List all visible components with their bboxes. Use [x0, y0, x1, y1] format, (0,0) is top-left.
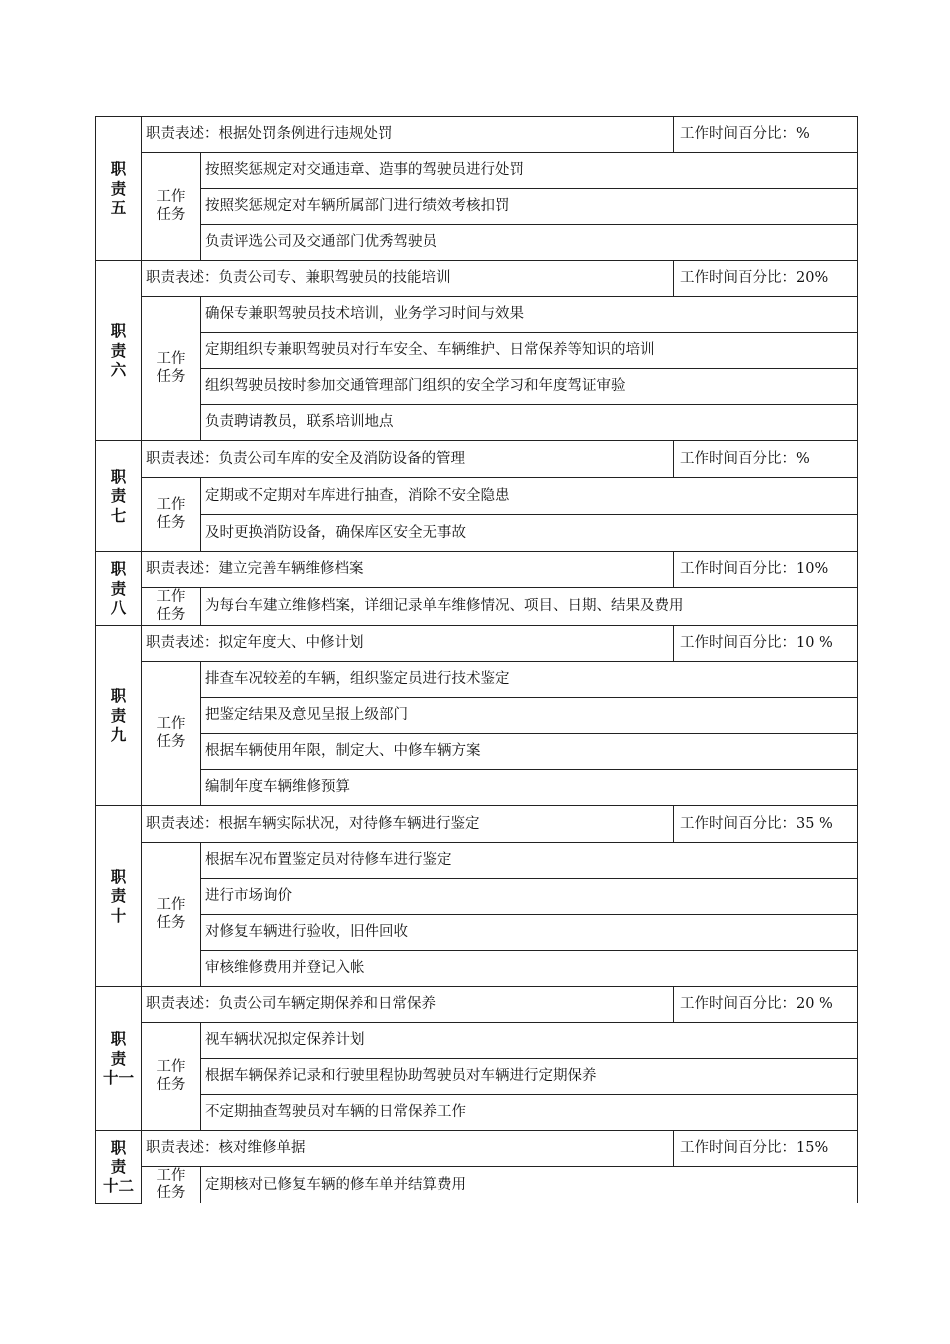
duty-description: 职责表述：根据处罚条例进行违规处罚 [142, 117, 674, 153]
work-task-label-line: 任务 [156, 733, 186, 750]
duty-label-char: 责 [110, 178, 127, 198]
duty-label-char: 职 [110, 1137, 127, 1157]
duty-label [96, 987, 142, 1131]
work-time-percentage: 工作时间百分比：15% [674, 1131, 858, 1167]
task-item: 编制年度车辆维修预算 [201, 770, 858, 806]
task-item: 进行市场询价 [201, 879, 858, 915]
task-row [96, 698, 858, 734]
work-time-percentage: 工作时间百分比：% [674, 441, 858, 478]
task-row [96, 734, 858, 770]
work-task-label-line: 工作 [156, 1167, 186, 1184]
duty-label-char: 责 [110, 486, 127, 506]
work-task-label-line: 任务 [156, 606, 186, 623]
work-task-label [142, 588, 201, 626]
duty-label-char: 责 [110, 886, 127, 906]
task-item: 负责聘请教员，联系培训地点 [201, 405, 858, 441]
task-row [96, 770, 858, 806]
task-row [96, 297, 858, 333]
task-item: 审核维修费用并登记入帐 [201, 951, 858, 987]
task-row [96, 405, 858, 441]
duty-label [96, 626, 142, 806]
task-item: 定期核对已修复车辆的修车单并结算费用 [201, 1167, 858, 1204]
work-time-percentage: 工作时间百分比：% [674, 117, 858, 153]
work-task-label-line: 任务 [156, 368, 186, 385]
work-task-label [142, 1023, 201, 1131]
work-task-label-line: 工作 [156, 1059, 186, 1076]
work-task-label-line: 任务 [156, 206, 186, 223]
task-row [96, 225, 858, 261]
work-time-percentage: 工作时间百分比：20% [674, 261, 858, 297]
work-task-label-line: 任务 [156, 1185, 186, 1201]
work-task-label-line: 工作 [156, 589, 186, 606]
work-task-label [142, 843, 201, 987]
task-row [96, 515, 858, 552]
task-row [96, 843, 858, 879]
duties-table-body [96, 117, 858, 1204]
task-row [96, 189, 858, 225]
work-task-label-line: 任务 [156, 914, 186, 931]
task-row [96, 369, 858, 405]
duty-label-char: 九 [110, 725, 127, 745]
work-task-label [142, 153, 201, 261]
task-item: 根据车辆使用年限，制定大、中修车辆方案 [201, 734, 858, 770]
task-row [96, 333, 858, 369]
task-row [96, 662, 858, 698]
task-row [96, 879, 858, 915]
duty-header-row [96, 261, 858, 297]
duty-label-char: 职 [110, 466, 127, 486]
task-row [96, 153, 858, 189]
duty-header-row [96, 806, 858, 843]
duty-label-char: 十二 [102, 1176, 134, 1196]
task-row [96, 1059, 858, 1095]
duty-label-char: 六 [110, 360, 127, 380]
duty-label-char: 责 [110, 1048, 127, 1068]
duties-table [95, 116, 858, 1204]
work-task-label-line: 工作 [156, 497, 186, 514]
work-time-percentage: 工作时间百分比：10 % [674, 626, 858, 662]
duty-label-char: 十 [110, 905, 127, 925]
duties-table-container [95, 116, 857, 1204]
duty-description: 职责表述：根据车辆实际状况，对待修车辆进行鉴定 [142, 806, 674, 843]
work-task-label-line: 任务 [156, 514, 186, 531]
duty-label-char: 责 [110, 705, 127, 725]
duty-header-row [96, 552, 858, 588]
task-row [96, 1167, 858, 1204]
work-task-label [142, 662, 201, 806]
work-task-label-line: 工作 [156, 351, 186, 368]
task-item: 根据车辆保养记录和行驶里程协助驾驶员对车辆进行定期保养 [201, 1059, 858, 1095]
task-row [96, 478, 858, 515]
duty-description: 职责表述：负责公司专、兼职驾驶员的技能培训 [142, 261, 674, 297]
task-item: 不定期抽查驾驶员对车辆的日常保养工作 [201, 1095, 858, 1131]
duty-label-char: 职 [110, 559, 127, 579]
task-row [96, 1023, 858, 1059]
work-task-label [142, 478, 201, 552]
task-row [96, 1095, 858, 1131]
duty-header-row [96, 441, 858, 478]
duty-description: 职责表述：核对维修单据 [142, 1131, 674, 1167]
task-item: 及时更换消防设备，确保库区安全无事故 [201, 515, 858, 552]
task-item: 根据车况布置鉴定员对待修车进行鉴定 [201, 843, 858, 879]
work-task-label-line: 工作 [156, 897, 186, 914]
duty-header-row [96, 987, 858, 1023]
task-item: 定期组织专兼职驾驶员对行车安全、车辆维护、日常保养等知识的培训 [201, 333, 858, 369]
duty-label-char: 五 [110, 198, 127, 218]
duty-label [96, 552, 142, 626]
work-task-label [142, 297, 201, 441]
task-item: 定期或不定期对车库进行抽查，消除不安全隐患 [201, 478, 858, 515]
duty-description: 职责表述：负责公司车辆定期保养和日常保养 [142, 987, 674, 1023]
duty-label-char: 职 [110, 1029, 127, 1049]
task-item: 确保专兼职驾驶员技术培训，业务学习时间与效果 [201, 297, 858, 333]
task-row [96, 588, 858, 626]
duty-label [96, 117, 142, 261]
work-time-percentage: 工作时间百分比：10% [674, 552, 858, 588]
duty-description: 职责表述：建立完善车辆维修档案 [142, 552, 674, 588]
duty-label [96, 1131, 142, 1204]
duty-label-char: 职 [110, 866, 127, 886]
work-time-percentage: 工作时间百分比：35 % [674, 806, 858, 843]
duty-label-char: 职 [110, 321, 127, 341]
task-item: 为每台车建立维修档案，详细记录单车维修情况、项目、日期、结果及费用 [201, 588, 858, 626]
duty-label-char: 十一 [102, 1068, 134, 1088]
duty-description: 职责表述：拟定年度大、中修计划 [142, 626, 674, 662]
duty-label [96, 806, 142, 987]
task-row [96, 915, 858, 951]
task-row [96, 951, 858, 987]
duty-label [96, 441, 142, 552]
work-task-label-line: 任务 [156, 1076, 186, 1093]
duty-description: 职责表述：负责公司车库的安全及消防设备的管理 [142, 441, 674, 478]
task-item: 按照奖惩规定对交通违章、造事的驾驶员进行处罚 [201, 153, 858, 189]
task-item: 负责评选公司及交通部门优秀驾驶员 [201, 225, 858, 261]
duty-label [96, 261, 142, 441]
duty-label-char: 责 [110, 1157, 127, 1177]
duty-header-row [96, 626, 858, 662]
task-item: 组织驾驶员按时参加交通管理部门组织的安全学习和年度驾证审验 [201, 369, 858, 405]
duty-label-char: 职 [110, 686, 127, 706]
task-item: 按照奖惩规定对车辆所属部门进行绩效考核扣罚 [201, 189, 858, 225]
duty-header-row [96, 117, 858, 153]
work-task-label-line: 工作 [156, 716, 186, 733]
duty-header-row [96, 1131, 858, 1167]
work-time-percentage: 工作时间百分比：20 % [674, 987, 858, 1023]
duty-label-char: 职 [110, 159, 127, 179]
work-task-label-line: 工作 [156, 189, 186, 206]
duty-label-char: 八 [110, 598, 127, 618]
task-item: 视车辆状况拟定保养计划 [201, 1023, 858, 1059]
work-task-label [142, 1167, 201, 1204]
duty-label-char: 责 [110, 578, 127, 598]
task-item: 把鉴定结果及意见呈报上级部门 [201, 698, 858, 734]
duty-label-char: 七 [110, 505, 127, 525]
task-item: 排查车况较差的车辆，组织鉴定员进行技术鉴定 [201, 662, 858, 698]
task-item: 对修复车辆进行验收，旧件回收 [201, 915, 858, 951]
duty-label-char: 责 [110, 340, 127, 360]
